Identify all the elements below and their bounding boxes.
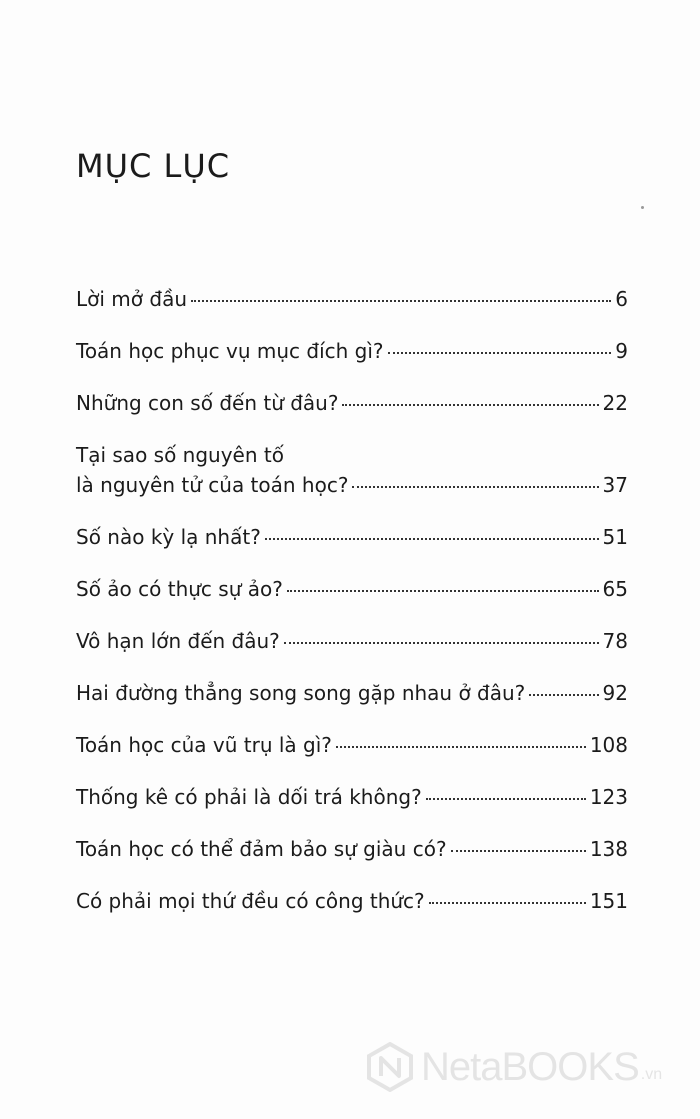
toc-entry-title: Vô hạn lớn đến đâu? <box>76 629 280 653</box>
toc-entry <box>76 442 628 498</box>
toc-entry <box>76 286 628 312</box>
toc-entry <box>76 576 628 602</box>
toc-dot-leader <box>336 746 586 748</box>
toc-entry <box>76 784 628 810</box>
toc-page-number: 51 <box>602 525 628 549</box>
toc-page-number: 123 <box>589 785 628 809</box>
watermark-brand: NetaBOOKS <box>421 1044 639 1089</box>
toc-entry-title: Lời mở đầu <box>76 287 187 311</box>
toc-dot-leader <box>529 694 598 696</box>
toc-dot-leader <box>265 538 599 540</box>
toc-dot-leader <box>426 798 586 800</box>
toc-dot-leader <box>388 352 612 354</box>
toc-page-number: 151 <box>589 889 628 913</box>
toc-dot-leader <box>451 850 586 852</box>
toc-entry <box>76 628 628 654</box>
toc-entry-title: Có phải mọi thứ đều có công thức? <box>76 889 425 913</box>
toc-page-number: 65 <box>602 577 628 601</box>
toc-entry <box>76 888 628 914</box>
paper-speck <box>641 206 644 209</box>
page-title: MỤC LỤC <box>76 147 231 185</box>
table-of-contents <box>76 286 628 914</box>
toc-page-number: 37 <box>602 473 628 497</box>
toc-dot-leader <box>287 590 599 592</box>
toc-entry-title: Số ảo có thực sự ảo? <box>76 577 283 601</box>
toc-page-number: 6 <box>615 287 628 311</box>
toc-page-number: 22 <box>602 391 628 415</box>
toc-entry <box>76 390 628 416</box>
toc-dot-leader <box>284 642 599 644</box>
toc-entry <box>76 338 628 364</box>
watermark-suffix: .vn <box>640 1066 663 1083</box>
toc-dot-leader <box>342 404 598 406</box>
toc-page-number: 92 <box>602 681 628 705</box>
toc-page-number: 108 <box>589 733 628 757</box>
neta-logo-icon <box>365 1042 415 1092</box>
toc-page-number: 78 <box>602 629 628 653</box>
toc-entry-title: là nguyên tử của toán học? <box>76 473 349 497</box>
toc-entry-title: Toán học có thể đảm bảo sự giàu có? <box>76 837 447 861</box>
toc-dot-leader <box>429 902 586 904</box>
toc-entry <box>76 680 628 706</box>
toc-entry-title: Những con số đến từ đâu? <box>76 391 339 415</box>
toc-entry <box>76 524 628 550</box>
toc-entry-title: Thống kê có phải là dối trá không? <box>76 785 422 809</box>
toc-entry-title: Số nào kỳ lạ nhất? <box>76 525 261 549</box>
watermark <box>365 1042 662 1092</box>
toc-entry-title: Toán học của vũ trụ là gì? <box>76 733 332 757</box>
toc-entry <box>76 732 628 758</box>
toc-entry-title: Toán học phục vụ mục đích gì? <box>76 339 384 363</box>
toc-dot-leader <box>191 300 611 302</box>
toc-entry-title-line1: Tại sao số nguyên tố <box>76 443 284 467</box>
toc-page-number: 138 <box>589 837 628 861</box>
toc-dot-leader <box>352 486 598 488</box>
toc-page-number: 9 <box>615 339 628 363</box>
toc-entry-title: Hai đường thẳng song song gặp nhau ở đâu? <box>76 681 526 705</box>
toc-entry <box>76 836 628 862</box>
